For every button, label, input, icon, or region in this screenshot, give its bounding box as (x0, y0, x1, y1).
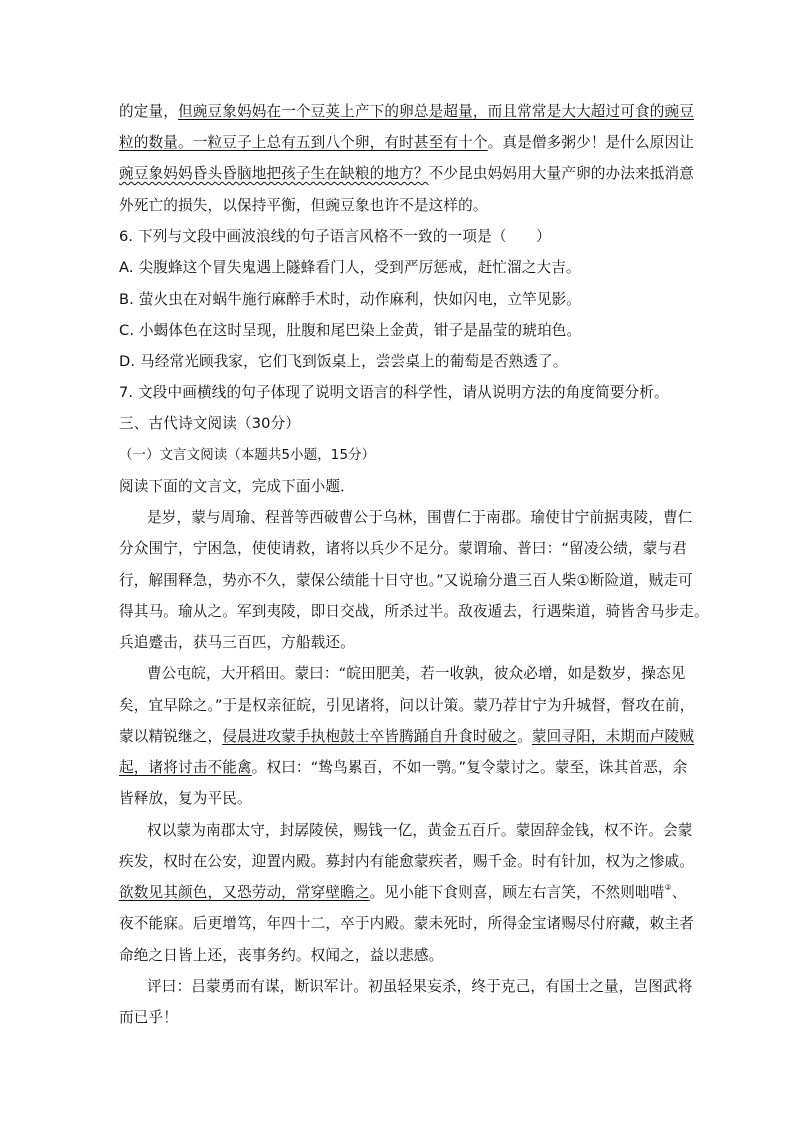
section-heading: 三、古代诗文阅读（30分） (119, 415, 301, 432)
underlined-sentence: 但豌豆象妈妈在一个豆荚上产下的卵总是超量，而且常常是大大超过可食的豌豆 (177, 103, 695, 120)
text-run: 。真是僧多粥少！是什么原因让 (487, 134, 695, 151)
passage-line (119, 164, 695, 184)
text-run: 。权曰：“鸷鸟累百，不如一鹗。”复令蒙讨之。蒙至，诛其首恶，余 (251, 759, 688, 776)
passage-line: 外死亡的损失，以保持平衡，但豌豆象也许不是这样的。 (119, 197, 488, 214)
paragraph-line: 曹公屯皖，大开稻田。蒙曰：“皖田肥美，若一收孰，彼众必增，如是数岁，操态见 (147, 665, 686, 682)
underlined-sentence: 欲数见其颜色，又恐劳动，常穿壁瞻之 (119, 884, 370, 901)
underlined-sentence: 蒙回寻阳，未期而卢陵贼 (531, 728, 695, 745)
paragraph-line: 而已乎！ (119, 1009, 178, 1026)
text-run: 。 (517, 728, 532, 745)
paragraph-line: 分众围宁，宁困急，使使请救，诸将以兵少不足分。蒙谓瑜、普曰：“留凌公绩，蒙与君 (119, 540, 687, 557)
paragraph-line (119, 727, 695, 747)
paragraph-line: 疾发，权时在公安，迎置内殿。募封内有能愈蒙疾者，赐千金。时有针加，权为之惨戚。 (119, 853, 695, 870)
paragraph-line: 行，解围释急，势亦不久，蒙保公绩能十日守也。”又说瑜分遣三百人柴①断险道，贼走可 (119, 572, 693, 589)
paragraph-line: 矣，宜早除之。”于是权亲征皖，引见诸将，问以计策。蒙乃荐甘宁为升城督，督攻在前， (119, 697, 695, 714)
underlined-sentence: 起，诸将讨击不能禽 (119, 759, 252, 776)
paragraph-line: 权以蒙为南郡太守，封孱陵侯，赐钱一亿，黄金五百斤。蒙固辞金钱，权不许。会蒙 (147, 822, 693, 839)
passage-line (119, 133, 695, 153)
paragraph-line: 夜不能寐。后更增笃，年四十二，卒于内殿。蒙未死时，所得金宝诸赐尽付府藏，敕主者 (119, 915, 695, 932)
paragraph-line (119, 883, 687, 903)
text-run: 蒙以精锐继之， (119, 728, 223, 745)
paragraph-line: 是岁，蒙与周瑜、程普等西破曹公于乌林，围曹仁于南郡。瑜使甘宁前据夷陵，曹仁 (147, 509, 693, 526)
option-d: D. 马经常光顾我家，它们飞到饭桌上，尝尝桌上的葡萄是否熟透了。 (119, 353, 568, 370)
option-c: C. 小蝎体色在这时呈现，肚腹和尾巴染上金黄，钳子是晶莹的琥珀色。 (119, 322, 582, 339)
option-a: A. 尖腹蜂这个冒失鬼遇上隧蜂看门人，受到严厉惩戒，赶忙溜之大吉。 (119, 259, 581, 276)
paragraph-line (119, 758, 688, 778)
subsection-heading: （一）文言文阅读（本题共5小题，15分） (119, 448, 376, 463)
paragraph-line: 得其马。瑜从之。军到夷陵，即日交战，所杀过半。敌夜遁去，行遇柴道，骑皆舍马步走。 (119, 603, 709, 620)
instruction: 阅读下面的文言文，完成下面小题． (119, 478, 355, 495)
text-run: 不少昆虫妈妈用大量产卵的办法来抵消意 (428, 165, 695, 182)
paragraph-line: 兵追蹙击，获马三百匹，方船载还。 (119, 634, 355, 651)
paragraph-line: 皆释放，复为平民。 (119, 790, 252, 807)
text-run: 、 (671, 884, 687, 901)
passage-line (119, 102, 695, 122)
text-run: 的定量， (119, 103, 178, 120)
paragraph-line: 命绝之日皆上还，丧事务约。权闻之，益以悲感。 (119, 947, 444, 964)
text-run: 。见小能下食则喜，顾左右言笑，不然则咄唶 (369, 884, 665, 901)
question-6-stem: 6. 下列与文段中画波浪线的句子语言风格不一致的一项是（ ） (119, 228, 551, 245)
question-7: 7. 文段中画横线的句子体现了说明文语言的科学性，请从说明方法的角度简要分析。 (119, 384, 669, 401)
footnote-marker: ② (664, 883, 672, 892)
paragraph-line: 评曰：吕蒙勇而有谋，断识军计。初虽轻果妄杀，终于克己，有国士之量，岂图武将 (147, 978, 693, 995)
underlined-sentence: 粒的数量。一粒豆子上总有五到八个卵，有时甚至有十个 (119, 134, 488, 151)
underlined-sentence: 侵晨进攻蒙手执枹鼓士卒皆腾踊自升食时破之 (222, 728, 518, 745)
option-b: B. 萤火虫在对蜗牛施行麻醉手术时，动作麻利，快如闪电，立竿见影。 (119, 291, 582, 308)
wavy-underlined-sentence: 豌豆象妈妈昏头昏脑地把孩子生在缺粮的地方？ (119, 165, 429, 182)
